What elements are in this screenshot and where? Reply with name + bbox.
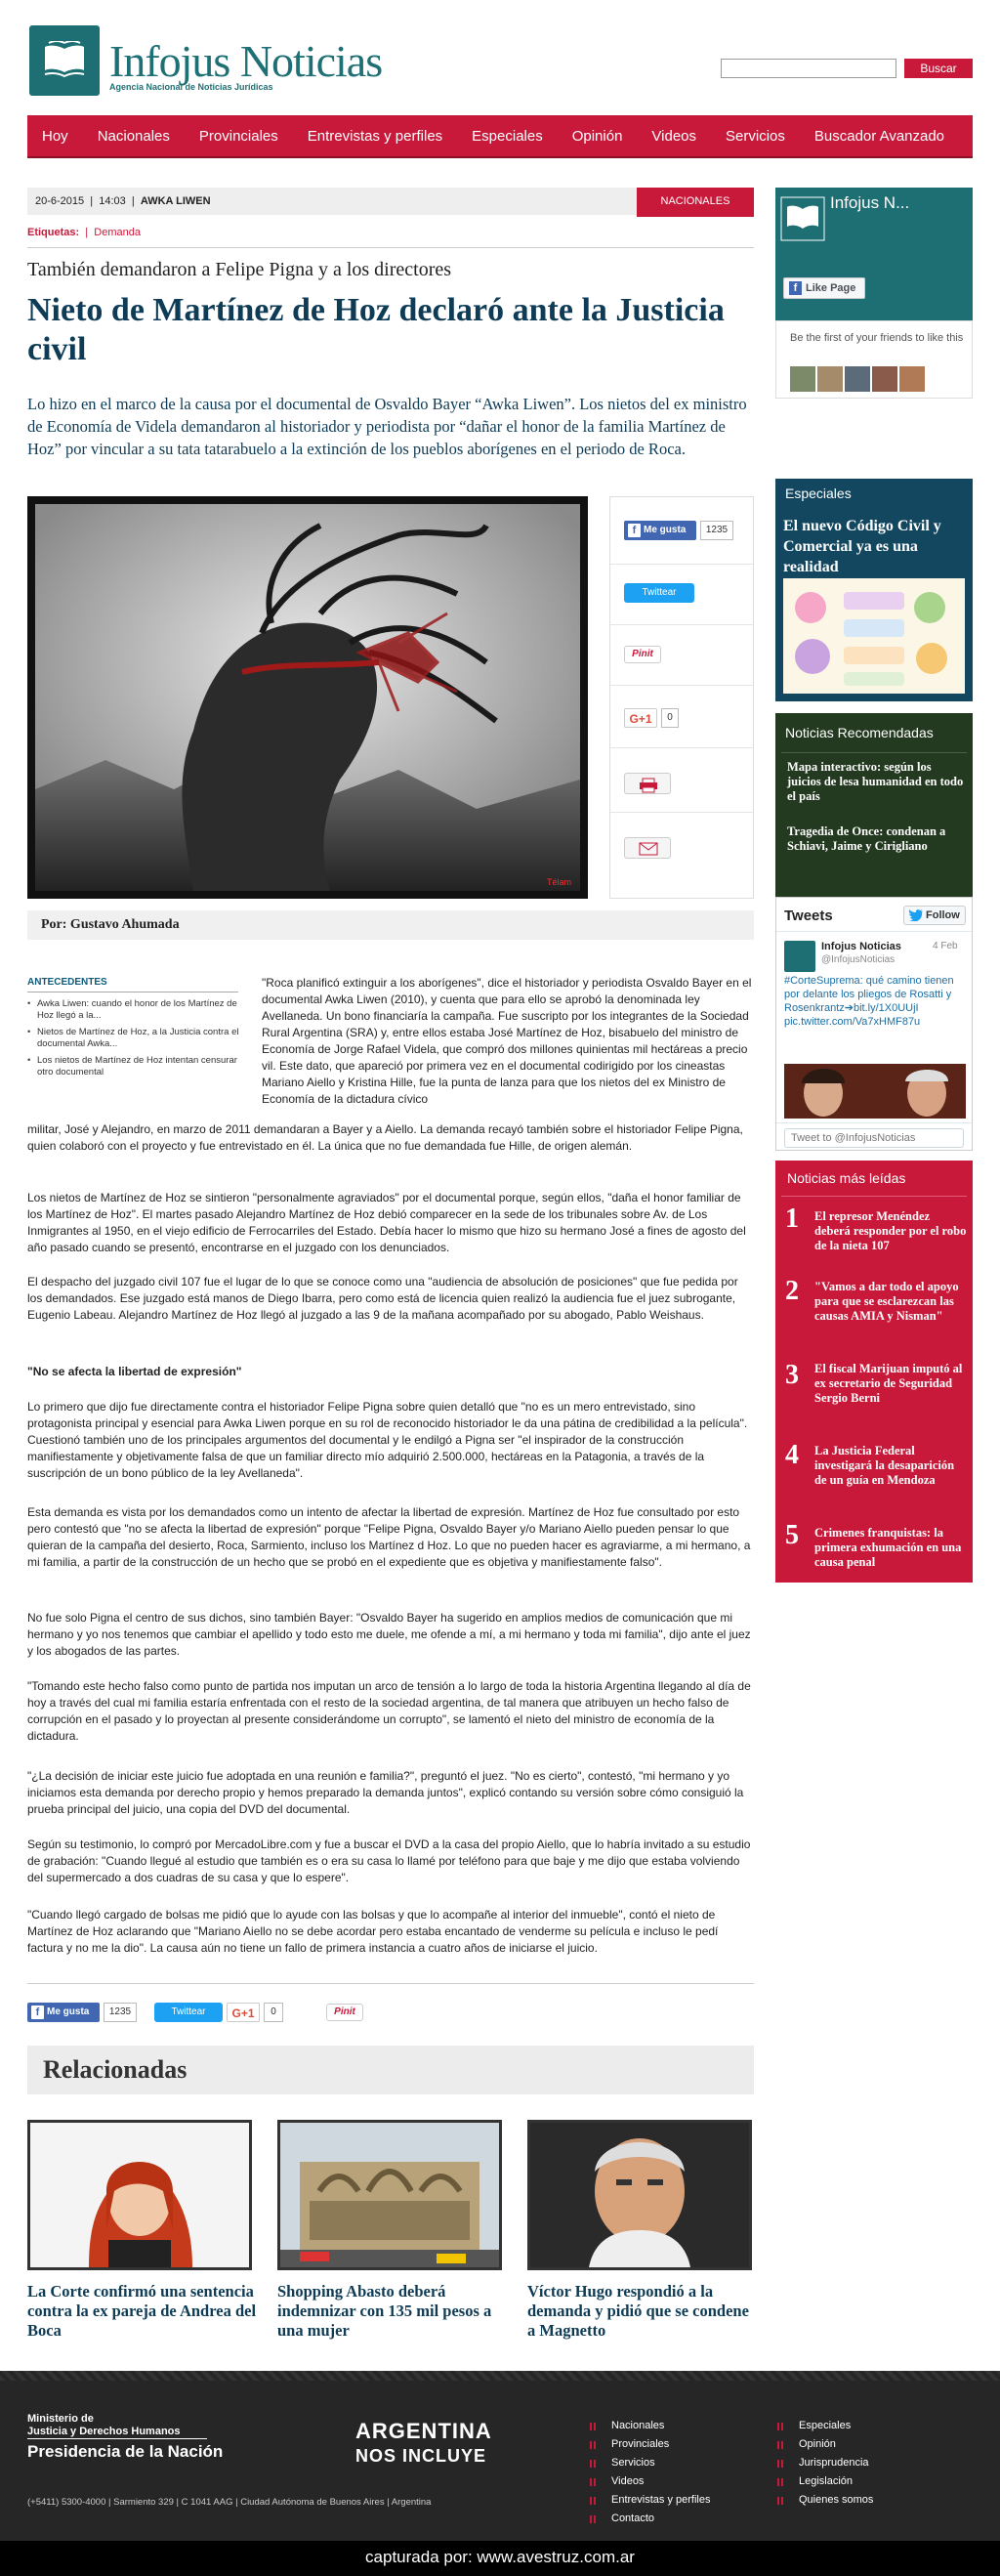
facebook-page-widget[interactable] (775, 188, 973, 320)
related-link[interactable]: Shopping Abasto deberá indemnizar con 135 mil pesos a una mujer (277, 2282, 492, 2340)
footer-link[interactable]: Legislación (777, 2475, 853, 2487)
article-time: 14:03 (99, 195, 126, 207)
divider (27, 247, 754, 248)
recomendada-link[interactable]: Tragedia de Once: condenan a Schiavi, Jaime y Cirigliano (787, 824, 946, 853)
article-paragraph: "¿La decisión de iniciar este juicio fue adoptada en una reunión e familia?", preguntó el juez. "No es cierto", contestó, "mi hermano y yo iniciamos esta demanda por derecho propio y hemos preparado la demanda juntos", explicó contando su versión sobre cómo consiguió la prueba principal del juicio, una copia del DVD del documental. (27, 1769, 744, 1816)
email-icon (625, 838, 672, 860)
footer-link[interactable]: Especiales (777, 2420, 851, 2431)
related-image[interactable] (527, 2120, 752, 2270)
mas-leida-link[interactable]: El represor Menéndez deberá responder por el robo de la nieta 107 (814, 1209, 967, 1252)
article-paragraph: No fue solo Pigna el centro de sus dichos, sino también Bayer: "Osvaldo Bayer ha sugerido en amplios medios de comunicación que mi hermano y yo nos tenemos que cambiar el apellido y todo esto me duele, me ofende a mí, a mi hermano y toda mi familia", dijo ante el juez y los abogados de las partes. (27, 1611, 751, 1658)
antecedentes-list (27, 998, 242, 1083)
google-plus-count: 0 (661, 708, 679, 728)
article-lead: Lo hizo en el marco de la causa por el documental de Osvaldo Bayer “Awka Liwen”. Los nietos del ex ministro de Economía de Videla demandaron al historiador y periodista por “dañar el honor de la familia Martínez de Hoz” por vincular a su tata tatarabuelo a la extinción de los pueblos aborígenes en el periodo de Roca. (27, 395, 747, 458)
divider (27, 1983, 754, 1984)
facebook-like-button-bottom[interactable]: f Me gusta (27, 2003, 100, 2022)
footer-link[interactable]: Servicios (590, 2457, 655, 2469)
rank-number: 5 (785, 1520, 799, 1550)
footer-link[interactable]: Videos (590, 2475, 644, 2487)
facebook-like-count: 1235 (700, 521, 733, 540)
antecedente-link[interactable]: • Los nietos de Martínez de Hoz intentan censurar otro documental (27, 1055, 242, 1078)
related-image[interactable] (27, 2120, 252, 2270)
article-subheading: "No se afecta la libertad de expresión" (27, 1365, 242, 1378)
related-link[interactable]: La Corte confirmó una sentencia contra la ex pareja de Andrea del Boca (27, 2282, 257, 2340)
nav-item-hoy[interactable]: Hoy (42, 127, 68, 145)
twitter-follow-button[interactable]: Follow (903, 906, 966, 925)
footer-link[interactable]: Provinciales (590, 2438, 669, 2450)
article-paragraph: Lo primero que dijo fue directamente contra el historiador Felipe Pigna sobre quien detalló que "no es un mero entrevistado, sino protagonista principal y esencial para Awka Liwen porque en su rol de reconocido historiador le da una pátina de credibilidad a la película". Cuestionó también uno de los principales argumentos del documental y le endilgó a Pigna ser "el inspirador de la construcción manifiestamente y objetivamente falsa de que un familiar directo mío adquirió 2.500.000, hectáreas en la Patagonia, a través de la suscripción de un bono público de la ley Avellaneda". (27, 1400, 748, 1480)
nav-item-videos[interactable]: Videos (651, 127, 697, 145)
ministerio-logo[interactable]: Ministerio de Justicia y Derechos Humanos (27, 2413, 181, 2437)
rank-number: 3 (785, 1360, 799, 1390)
capture-credit: capturada por: www.avestruz.com.ar (365, 2548, 635, 2566)
article-paragraph: militar, José y Alejandro, en marzo de 2011 demandaran a Bayer y a Aiello. La demanda recayó también sobre el historiador Felipe Pigna, quien colaboró con el proyecto y fue entrevistado en él. La única que no fue demandada fue Hille, de origen alemán. (27, 1122, 743, 1153)
search-button[interactable]: Buscar (904, 59, 973, 78)
article-tag-head: AWKA LIWEN (140, 195, 211, 207)
tags-row: Etiquetas: | Demanda (27, 227, 141, 238)
argentina-logo-line1: ARGENTINA (355, 2419, 492, 2443)
article-paragraph: Los nietos de Martínez de Hoz se sintieron "personalmente agraviados" por el documental porque, según ellos, "daña el honor familiar de los Martínez de Hoz". El martes pasado Alejandro Martínez de Hoz debió comparecer en la sede de los tribunales sobre Av. de Los Inmigrantes al 1950, en el viejo edificio de Ferrocarriles del Estado. Debía hacer lo mismo que hizo su hermano José a fines de agosto del año pasado cuando se presentó, encontrarse en el juzgado con los denunciados. (27, 1191, 746, 1254)
site-logo[interactable] (29, 25, 100, 96)
nav-item-entrevistas[interactable]: Entrevistas y perfiles (307, 127, 443, 145)
rank-number: 1 (785, 1204, 799, 1234)
nav-item-buscador[interactable]: Buscador Avanzado (813, 127, 945, 145)
article-paragraph: "Roca planificó extinguir a los aborígenes", dice el historiador y periodista Osvaldo Bayer en el documental Awka Liwen (2010), y cuenta que para ello se aprobó la denominada ley Avellaneda. Un bono financiaría la campaña. Fue suscripto por los integrantes de la Sociedad Rural Argentina (SRA) y, entre ellos estaba José Martínez de Hoz, bisabuelo del ministro de Economía de Jorge Rafael Videla, que compró dos millones quinientas mil hectáreas a precio vil. Este dato, que apareció por primera vez en el documental codirigido por los cineastas Mariano Aiello y Kristina Hille, fue la punta de lanza para que los nietos del ex Ministro de Economía de la dictadura cívico (262, 976, 752, 1106)
tweet-text[interactable]: #CorteSuprema: qué camino tienen por delante los pliegos de Rosatti y Rosenkrantz➔bit.ly/1X0UUjI pic.twitter.com/Va7xHMF87u (784, 975, 954, 1028)
tweet-to-input[interactable]: Tweet to @InfojusNoticias (784, 1128, 964, 1148)
related-link[interactable]: Víctor Hugo respondió a la demanda y pidió que se condene a Magnetto (527, 2282, 749, 2340)
mas-leida-link[interactable]: Crimenes franquistas: la primera exhumación en una causa penal (814, 1526, 962, 1569)
tweet-image[interactable] (784, 1064, 966, 1119)
google-plus-button-bottom[interactable]: G+1 (227, 2003, 260, 2022)
image-credit: Télam (547, 877, 572, 887)
nav-item-nacionales[interactable]: Nacionales (97, 127, 170, 145)
footer-link[interactable]: Entrevistas y perfiles (590, 2494, 710, 2506)
email-button[interactable] (624, 837, 671, 859)
article-hero-image (27, 496, 588, 899)
google-plus-button[interactable]: G+1 (624, 708, 657, 728)
tweet-button-bottom[interactable]: Twittear (154, 2003, 223, 2022)
footer-stripe (0, 2371, 1000, 2381)
google-plus-count: 0 (264, 2003, 283, 2022)
article-paragraph: "Cuando llegó cargado de bolsas me pidió que lo ayude con las bolsas y que lo acompañe al interior del inmueble", contó el nieto de Martínez de Hoz aclarando que "Mariano Aiello no se debe acordar pero estaba encantado de venderme su película e incluso le pedí factura y no me la dio". La causa aún no tiene un fallo de primera instancia a cuatro años de iniciarse el juicio. (27, 1908, 719, 1955)
twitter-bird-icon (909, 909, 923, 921)
tweet-avatar[interactable] (784, 941, 815, 972)
section-badge[interactable]: NACIONALES (637, 188, 754, 217)
related-title: Relacionadas (43, 2055, 188, 2084)
mas-leida-link[interactable]: La Justicia Federal investigará la desaparición de un guía en Mendoza (814, 1444, 955, 1487)
facebook-like-count: 1235 (104, 2003, 137, 2022)
friend-avatar[interactable] (899, 366, 925, 392)
article-paragraph: "Tomando este hecho falso como punto de partida nos imputan un arco de tensión a lo largo de toda la historia Argentina llegando al día de hoy a través del cual mi familia estaría enfrentada con el resto de la sociedad argentina, de tal manera que atribuyen un hecho falso de corrupción en el pasado y lo proyectan al presente considerándome un corrupto", se lamentó el nieto del ministro de economía de la dictadura. (27, 1679, 751, 1743)
antecedentes-title: ANTECEDENTES (27, 977, 107, 988)
nav-item-provinciales[interactable]: Provinciales (198, 127, 278, 145)
tweet-handle[interactable]: @InfojusNoticias (821, 954, 896, 965)
search-input[interactable] (721, 59, 896, 78)
related-image[interactable] (277, 2120, 502, 2270)
especiales-heading: Especiales (785, 486, 852, 501)
article-paragraph: Según su testimonio, lo compró por MercadoLibre.com y fue a buscar el DVD a la casa del propio Aiello, que lo habría invitado a su estudio de grabación: "Cuando llegué al estudio que también es o era su casa lo llamé por teléfono para que baje y me dijo que estaba volviendo del supermercado a dos cuadras de su casa y que lo espere". (27, 1837, 751, 1884)
footer-link[interactable]: Contacto (590, 2513, 654, 2524)
facebook-like-button[interactable]: f Me gusta (624, 521, 696, 540)
tweet-user[interactable]: Infojus Noticias (821, 941, 901, 952)
nav-item-especiales[interactable]: Especiales (472, 127, 543, 145)
nav-item-opinion[interactable]: Opinión (571, 127, 623, 145)
main-nav (27, 115, 973, 158)
tag-link[interactable]: Demanda (94, 227, 141, 238)
pinit-button-bottom[interactable]: Pinit (326, 2004, 363, 2021)
divider (781, 1196, 967, 1197)
facebook-icon: f (789, 281, 802, 295)
recomendada-link[interactable]: Mapa interactivo: según los juicios de lesa humanidad en todo el país (787, 760, 964, 803)
mas-leida-link[interactable]: El fiscal Marijuan imputó al ex secretario de Seguridad Sergio Berni (814, 1362, 963, 1405)
footer-link[interactable]: Nacionales (590, 2420, 664, 2431)
argentina-logo-line2: NOS INCLUYE (355, 2446, 487, 2466)
footer-link[interactable]: Quienes somos (777, 2494, 873, 2506)
rank-number: 4 (785, 1440, 799, 1470)
divider (27, 2438, 207, 2439)
facebook-like-page-button[interactable]: f Like Page (783, 277, 865, 299)
antecedente-link[interactable]: • Awka Liwen: cuando el honor de los Martínez de Hoz llegó a la... (27, 998, 242, 1022)
facebook-friends-text: Be the first of your friends to like this (790, 332, 964, 344)
nav-item-servicios[interactable]: Servicios (726, 127, 785, 145)
mas-leidas-heading: Noticias más leídas (787, 1170, 906, 1186)
article-paragraph: El despacho del juzgado civil 107 fue el lugar de lo que se conoce como una "audiencia de absolución de posiciones" que fue pedida por los demandados. Ese juzgado está manos de Diego Ibarra, pero como está de licencia quien realizó la audiencia fue el juez subrogante, Eugenio Labeau. Alejandro Martínez de Hoz llegó al juzgado a las 9 de la mañana acompañado por su abogado, Pablo Weishaus. (27, 1275, 738, 1322)
article-kicker: También demandaron a Felipe Pigna y a los directores (27, 259, 452, 280)
share-column (609, 496, 754, 899)
brand-name[interactable]: Infojus Noticias (109, 36, 383, 86)
brand-tagline: Agencia Nacional de Noticias Jurídicas (109, 82, 273, 92)
facebook-icon: f (628, 524, 641, 537)
book-logo-icon (43, 41, 86, 80)
pinit-button[interactable]: Pinit (624, 646, 661, 663)
facebook-icon: f (31, 2006, 44, 2019)
footer-address: (+5411) 5300-4000 | Sarmiento 329 | C 1041 AAG | Ciudad Autónoma de Buenos Aires | Argentina (27, 2497, 432, 2508)
especiales-image[interactable] (783, 578, 965, 694)
article-date: 20-6-2015 (35, 195, 85, 207)
print-icon (625, 774, 672, 795)
rank-number: 2 (785, 1276, 799, 1306)
presidencia-label: Presidencia de la Nación (27, 2442, 224, 2461)
tweets-heading: Tweets (784, 908, 833, 924)
article-meta: 20-6-2015 | 14:03 | AWKA LIWEN (35, 195, 211, 207)
tags-label: Etiquetas: (27, 227, 80, 238)
article-title: Nieto de Martínez de Hoz declaró ante la Justicia civil (27, 292, 725, 367)
article-paragraph: Esta demanda es vista por los demandados como un intento de afectar la libertad de expresión. Martínez de Hoz fue consultado por esto pero contestó que "no se afecta la libertad de expresión" porque "Felipe Pigna, Osvaldo Bayer y/o Mariano Aiello pueden pensar lo que quieran de la campaña del desierto, Roca, Sarmiento, incluso los Martínez d Hoz. Lo que no pueden hacer es agraviarme, a mi hermano, a mi familia, a partir de la construcción de un hecho que se probó en el expediente que es objetiva y manifiestamente falso". (27, 1505, 751, 1569)
footer-link[interactable]: Opinión (777, 2438, 836, 2450)
mas-leida-link[interactable]: "Vamos a dar todo el apoyo para que se esclarezcan las causas AMIA y Nisman" (814, 1280, 959, 1323)
article-author: Por: Gustavo Ahumada (27, 910, 754, 940)
tweet-button[interactable]: Twittear (624, 583, 694, 603)
recomendadas-box (775, 713, 973, 901)
facebook-page-name[interactable]: Infojus N... (830, 193, 910, 212)
friend-avatar[interactable] (790, 366, 815, 392)
friend-avatar[interactable] (817, 366, 843, 392)
print-button[interactable] (624, 773, 671, 794)
footer-link[interactable]: Jurisprudencia (777, 2457, 869, 2469)
antecedente-link[interactable]: • Nietos de Martínez de Hoz, a la Justicia contra el documental Awka... (27, 1027, 242, 1050)
facebook-friends-box (775, 320, 973, 399)
tweet-date[interactable]: 4 Feb (933, 941, 958, 951)
twitter-widget (775, 897, 973, 1151)
friend-avatar[interactable] (845, 366, 870, 392)
divider (781, 752, 967, 753)
friend-avatar[interactable] (872, 366, 897, 392)
recomendadas-heading: Noticias Recomendadas (785, 725, 934, 740)
especiales-title[interactable]: El nuevo Código Civil y Comercial ya es una realidad (783, 518, 941, 575)
